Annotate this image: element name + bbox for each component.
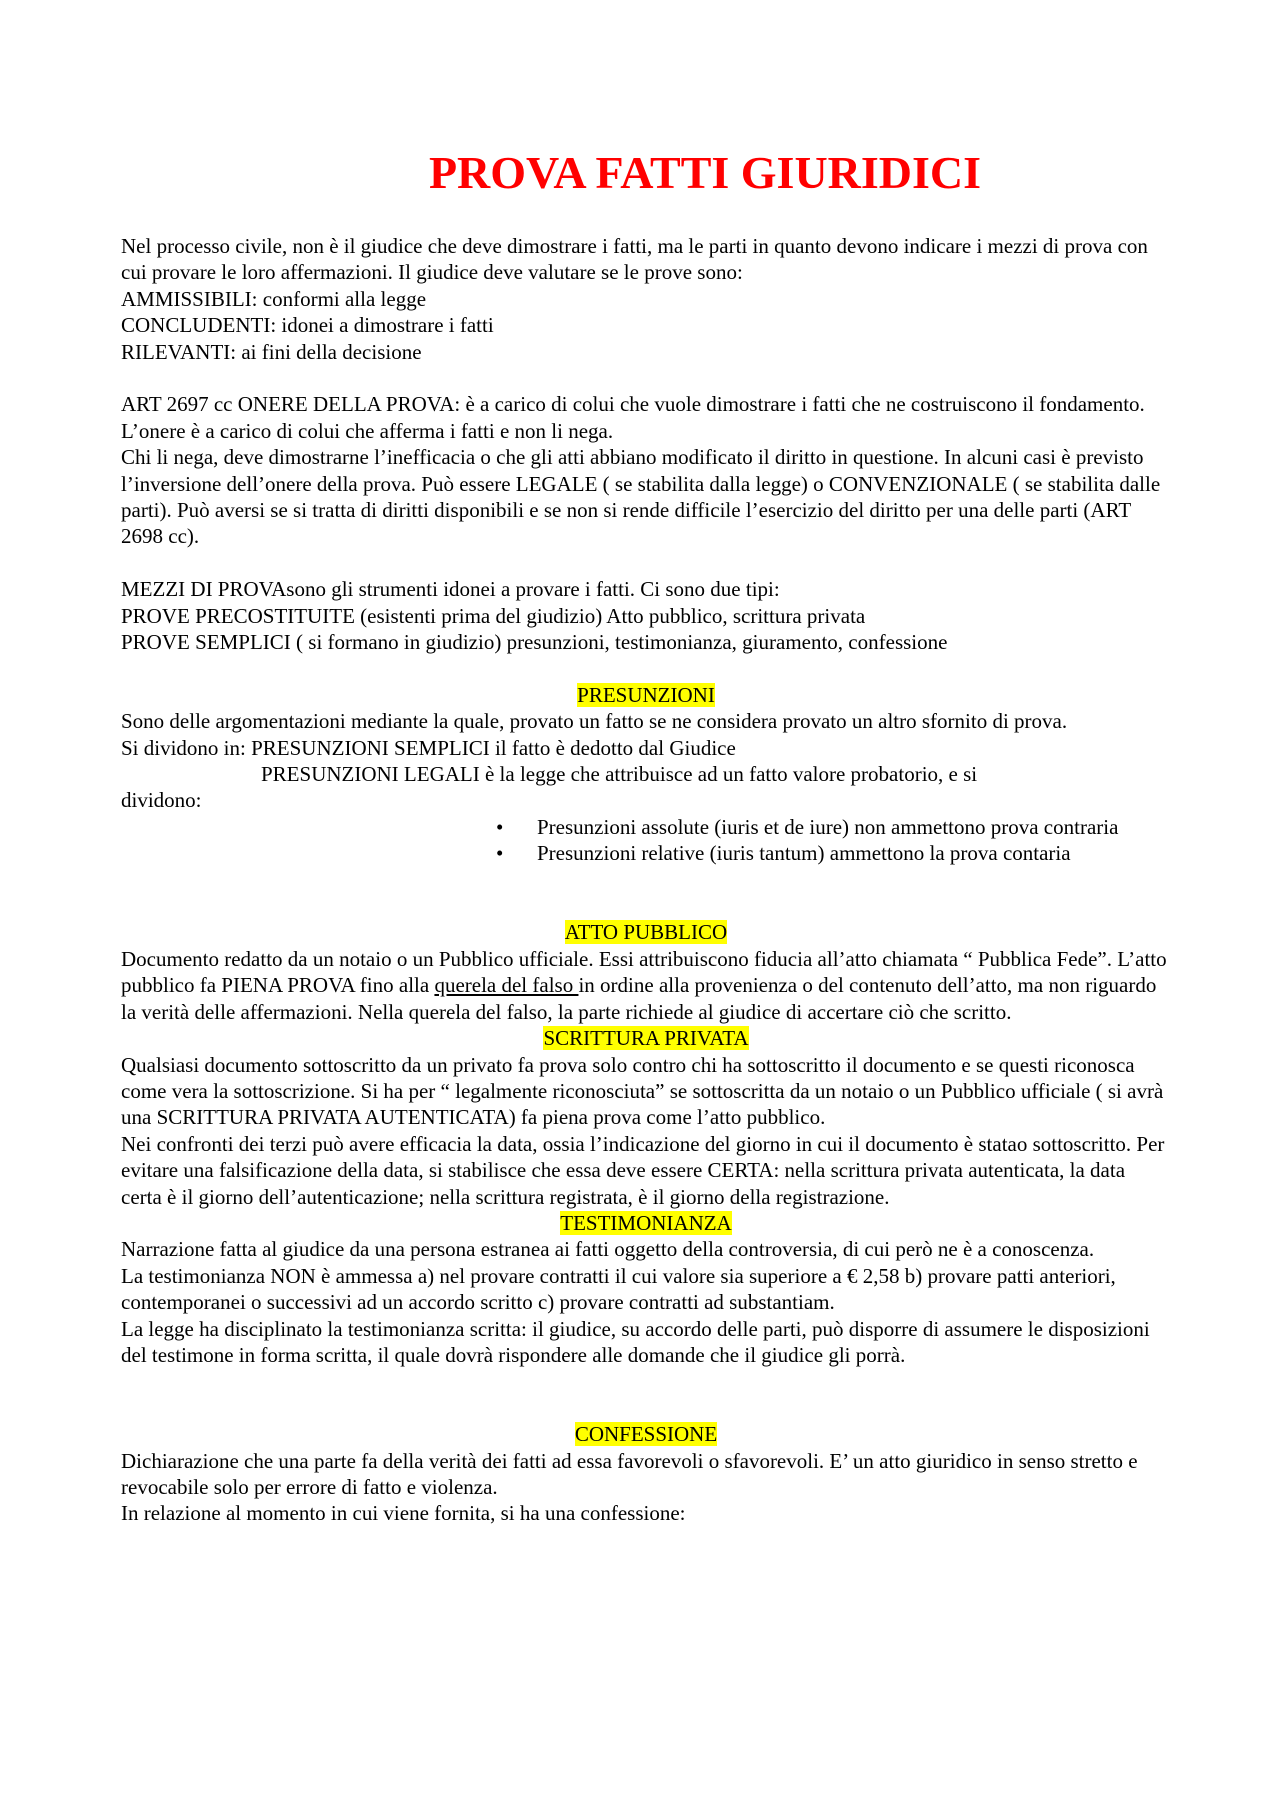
section-heading-confessione (121, 1421, 1171, 1447)
confessione-paragraph-1: Dichiarazione che una parte fa della verità dei fatti ad essa favorevoli o sfavorevoli. E’ un atto giuridico in senso stretto e revocabile solo per errore di fatto e violenza. (121, 1448, 1138, 1499)
testimonianza-paragraph-2: La testimonianza NON è ammessa a) nel provare contratti il cui valore sia superiore a € 2,58 b) provare patti anteriori, contemporanei o successivi ad un accordo scritto c) provare contratti ad substantiam. (121, 1263, 1116, 1315)
list-item (496, 814, 1171, 840)
intro-paragraph: Nel processo civile, non è il giudice che deve dimostrare i fatti, ma le parti in quanto devono indicare i mezzi di prova con cui provare le loro affermazioni. Il giudice deve valutare se le prove sono: (121, 234, 1148, 285)
intro-line-ammissibili: AMMISSIBILI: conformi alla legge (121, 286, 427, 311)
scrittura-paragraph-1: Qualsiasi documento sottoscritto da un privato fa prova solo contro chi ha sottoscritto il documento e se questi riconosca come vera la sottoscrizione. Si ha per “ legalmente riconosciuta” se sottoscritta da un notaio o un Pubblico ufficiale ( si avrà una SCRITTURA PRIVATA AUTENTICATA) fa piena prova come l’atto pubblico. (121, 1052, 1164, 1130)
spacer (121, 655, 1171, 681)
spacer (121, 867, 1171, 893)
presunzioni-paragraph-1: Sono delle argomentazioni mediante la quale, provato un fatto se ne considera provato un altro sfornito di prova. (121, 709, 1068, 734)
heading-highlight: SCRITTURA PRIVATA (543, 1026, 749, 1051)
confessione-paragraph-2: In relazione al momento in cui viene fornita, si ha una confessione: (121, 1501, 686, 1526)
presunzioni-legali-line: PRESUNZIONI LEGALI è la legge che attribuisce ad un fatto valore probatorio, e si (261, 762, 978, 787)
list-item (496, 840, 1171, 866)
list-item-text: Presunzioni relative (iuris tantum) ammettono la prova contaria (537, 841, 1071, 866)
list-item-text: Presunzioni assolute (iuris et de iure) non ammettono prova contraria (537, 814, 1119, 839)
page-title: PROVA FATTI GIURIDICI (428, 147, 982, 198)
spacer (121, 893, 1171, 919)
section-heading-testimonianza (121, 1210, 1171, 1236)
heading-highlight: TESTIMONIANZA (560, 1210, 732, 1235)
heading-highlight: CONFESSIONE (574, 1422, 718, 1447)
heading-highlight: ATTO PUBBLICO (564, 920, 728, 945)
spacer (121, 550, 1171, 576)
onere-paragraph-2: Chi li nega, deve dimostrarne l’inefficacia o che gli atti abbiano modificato il diritto in questione. In alcuni casi è previsto l’inversione dell’onere della prova. Può essere LEGALE ( se stabilita dalla legge) o CONVENZIONALE ( se stabilita dalle parti). Può aversi se si tratta di diritti disponibili e se non si rende difficile l’esercizio del diritto per una delle parti (ART 2698 cc). (121, 445, 1161, 549)
testimonianza-paragraph-1: Narrazione fatta al giudice da una persona estranea ai fatti oggetto della controversia, di cui però ne è a conoscenza. (121, 1237, 1095, 1262)
heading-highlight: PRESUNZIONI (577, 682, 715, 707)
mezzi-line-2: PROVE PRECOSTITUITE (esistenti prima del giudizio) Atto pubblico, scrittura privata (121, 603, 866, 628)
presunzioni-paragraph-2: Si dividono in: PRESUNZIONI SEMPLICI il fatto è dedotto dal Giudice (121, 735, 736, 760)
presunzioni-dividono: dividono: (121, 788, 202, 813)
atto-text-a: Documento redatto da un notaio o un Pubblico ufficiale. Essi attribuiscono fiducia all’atto chiamata “ Pubblica Fede”. L’atto pubblico fa PIENA PROVA fino alla (121, 946, 1167, 998)
section-heading-scrittura-privata (121, 1025, 1171, 1051)
mezzi-line-1: MEZZI DI PROVAsono gli strumenti idonei a provare i fatti. Ci sono due tipi: (121, 577, 780, 602)
intro-line-concludenti: CONCLUDENTI: idonei a dimostrare i fatti (121, 313, 494, 338)
mezzi-line-3: PROVE SEMPLICI ( si formano in giudizio) presunzioni, testimonianza, giuramento, confessione (121, 630, 948, 655)
bullet-icon: • (496, 814, 504, 839)
spacer (121, 365, 1171, 391)
intro-line-rilevanti: RILEVANTI: ai fini della decisione (121, 339, 422, 364)
section-heading-atto-pubblico (121, 919, 1171, 945)
presunzioni-bullet-list (121, 814, 1171, 867)
bullet-icon: • (496, 841, 504, 866)
onere-paragraph-1: ART 2697 cc ONERE DELLA PROVA: è a carico di colui che vuole dimostrare i fatti che ne costruiscono il fondamento. L’onere è a carico di colui che afferma i fatti e non li nega. (121, 392, 1145, 443)
atto-text-b: in ordine alla provenienza o del contenuto dell’atto, ma non riguardo la verità delle affermazioni. Nella querela del falso, la parte richiede al giudice di accertare ciò che scritto. (121, 973, 1157, 1024)
testimonianza-paragraph-3: La legge ha disciplinato la testimonianza scritta: il giudice, su accordo delle parti, può disporre di assumere le disposizioni del testimone in forma scritta, il quale dovrà rispondere alle domande che il giudice gli porrà. (121, 1316, 1150, 1367)
atto-pubblico-paragraph (121, 946, 1171, 1025)
document-body (121, 233, 1171, 1527)
spacer (121, 1395, 1171, 1421)
scrittura-paragraph-2: Nei confronti dei terzi può avere efficacia la data, ossia l’indicazione del giorno in cui il documento è statao sottoscritto. Per evitare una falsificazione della data, si stabilisce che essa deve essere CERTA: nella scrittura privata autenticata, la data certa è il giorno dell’autenticazione; nella scrittura registrata, è il giorno della registrazione. (121, 1131, 1165, 1209)
querela-underlined: querela del falso (434, 973, 579, 998)
section-heading-presunzioni (121, 682, 1171, 708)
spacer (121, 1368, 1171, 1394)
